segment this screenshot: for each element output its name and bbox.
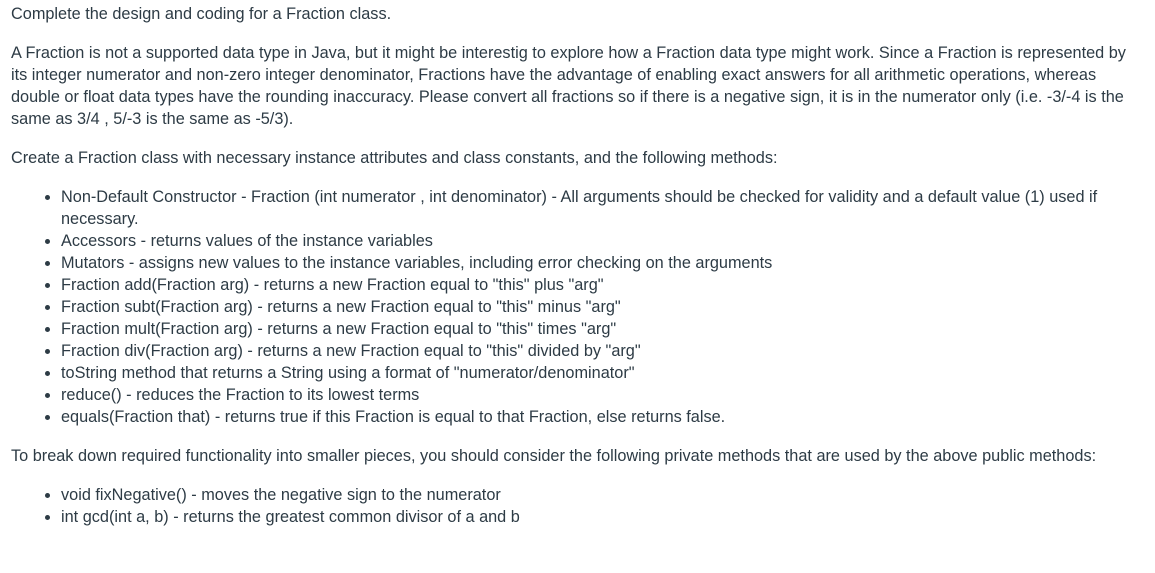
list-item: • equals(Fraction that) - returns true if this Fraction is equal to that Fraction, else returns false. <box>61 406 1144 428</box>
list-item: • Fraction add(Fraction arg) - returns a new Fraction equal to "this" plus "arg" <box>61 274 1144 296</box>
breakdown-paragraph: To break down required functionality into smaller pieces, you should consider the following private methods that are used by the above public methods: <box>11 447 1097 465</box>
create-instructions: Create a Fraction class with necessary instance attributes and class constants, and the following methods: <box>11 149 778 167</box>
list-item: • Non-Default Constructor - Fraction (int numerator , int denominator) - All arguments should be checked for validity and a default value (1) used if necessary. <box>61 186 1144 230</box>
list-item: • toString method that returns a String using a format of "numerator/denominator" <box>61 362 1144 384</box>
required-methods-list <box>11 186 1144 428</box>
intro-title-line: Complete the design and coding for a Fraction class. <box>11 5 392 23</box>
list-item: • reduce() - reduces the Fraction to its lowest terms <box>61 384 1144 406</box>
private-methods-list <box>11 484 1144 528</box>
list-item: • Mutators - assigns new values to the instance variables, including error checking on the arguments <box>61 252 1144 274</box>
list-item: • Fraction div(Fraction arg) - returns a new Fraction equal to "this" divided by "arg" <box>61 340 1144 362</box>
list-item: • Fraction subt(Fraction arg) - returns a new Fraction equal to "this" minus "arg" <box>61 296 1144 318</box>
list-item: • void fixNegative() - moves the negative sign to the numerator <box>61 484 1144 506</box>
list-item: • Accessors - returns values of the instance variables <box>61 230 1144 252</box>
list-item: • int gcd(int a, b) - returns the greatest common divisor of a and b <box>61 506 1144 528</box>
list-item: • Fraction mult(Fraction arg) - returns a new Fraction equal to "this" times "arg" <box>61 318 1144 340</box>
intro-paragraph: A Fraction is not a supported data type in Java, but it might be interestig to explore how a Fraction data type might work. Since a Fraction is represented by its integer numerator and non-zero integer denominator, Fractions have the advantage of enabling exact answers for all arithmetic operations, whereas double or float data types have the rounding inaccuracy. Please convert all fractions so if there is a negative sign, it is in the numerator only (i.e. -3/-4 is the same as 3/4 , 5/-3 is the same as -5/3). <box>11 44 1126 128</box>
